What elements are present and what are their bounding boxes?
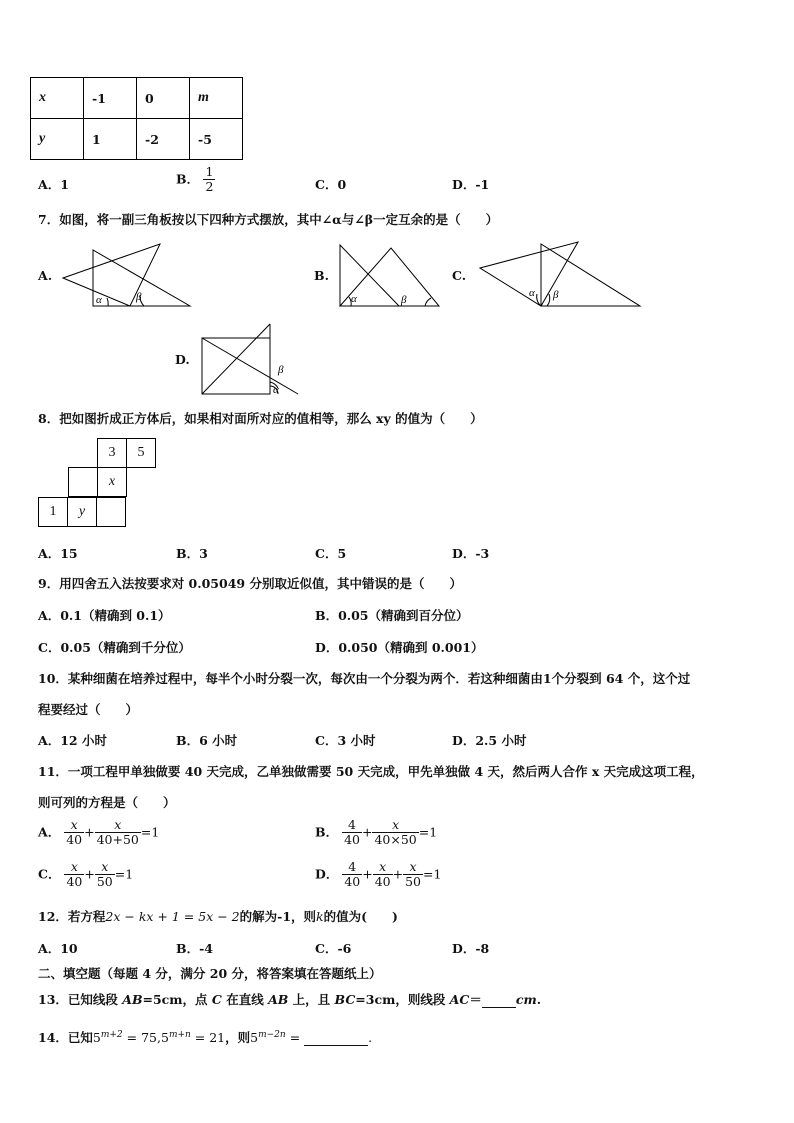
stem-text: ，点 bbox=[182, 992, 212, 1007]
q9-option-a: A．0.1（精确到 0.1） bbox=[38, 608, 171, 623]
power-base: 5 bbox=[250, 1030, 259, 1045]
denominator: 40 bbox=[344, 874, 361, 890]
stem-text: = bbox=[285, 1030, 305, 1045]
point-label: C bbox=[211, 992, 222, 1007]
q8-option-b: B．3 bbox=[176, 546, 208, 561]
xy-table bbox=[30, 77, 243, 160]
option-label: D． bbox=[315, 866, 339, 882]
q8-option-c: C．5 bbox=[315, 546, 347, 561]
q10-option-a: A．12 小时 bbox=[38, 733, 107, 748]
denominator: 40×50 bbox=[374, 832, 417, 848]
exponent: m−2n bbox=[258, 1029, 286, 1040]
q12-option-a: A．10 bbox=[38, 941, 78, 956]
numerator: x bbox=[373, 860, 393, 875]
net-cell bbox=[68, 467, 98, 497]
net-cell bbox=[96, 497, 126, 527]
fraction bbox=[64, 860, 84, 890]
denominator: 40 bbox=[66, 832, 83, 848]
beta-label: β bbox=[553, 289, 559, 301]
option-label: A． bbox=[38, 824, 61, 840]
q11-stem-line2: 则可列的方程是（ ） bbox=[38, 795, 176, 810]
q7-label-d: D. bbox=[175, 352, 190, 367]
fraction bbox=[64, 818, 84, 848]
q14-stem bbox=[38, 1028, 372, 1046]
denominator: 50 bbox=[96, 874, 113, 890]
stem-text: = 75,5 bbox=[122, 1030, 169, 1045]
numerator: x bbox=[64, 818, 84, 833]
q8-option-a: A．15 bbox=[38, 546, 78, 561]
alpha-label: α bbox=[96, 294, 102, 306]
stem-text: 上，且 bbox=[288, 992, 335, 1007]
stem-text: 的值为( ) bbox=[323, 909, 398, 924]
denominator: 40+50 bbox=[96, 832, 139, 848]
alpha-label: α bbox=[351, 293, 357, 305]
plus-sign: + bbox=[392, 866, 404, 882]
fraction bbox=[203, 165, 215, 195]
stem-text: =5cm bbox=[142, 992, 183, 1007]
segment-label: AB bbox=[268, 992, 289, 1007]
table-row bbox=[31, 78, 243, 119]
net-cell: x bbox=[97, 467, 127, 497]
plus-sign: + bbox=[84, 866, 95, 882]
denominator: 40 bbox=[374, 874, 391, 890]
q7-stem: 7．如图，将一副三角板按以下四种方式摆放，其中∠α与∠β一定互余的是（ ） bbox=[38, 212, 499, 227]
denominator: 2 bbox=[205, 179, 214, 195]
option-label: C． bbox=[38, 866, 61, 882]
q6-option-b-prefix: B． bbox=[176, 171, 200, 187]
section-heading: 二、填空题（每题 4 分，满分 20 分，将答案填在答题纸上） bbox=[38, 966, 382, 981]
variable-k: k bbox=[316, 909, 324, 924]
q7-label-a: A. bbox=[38, 268, 53, 283]
numerator: 1 bbox=[205, 164, 214, 179]
equation: 2x − kx + 1 = 5x − 2 bbox=[105, 909, 240, 924]
fraction bbox=[342, 860, 362, 890]
q12-option-b: B．-4 bbox=[176, 941, 213, 956]
stem-text: 12．若方程 bbox=[38, 909, 106, 924]
numerator: x bbox=[372, 818, 418, 833]
q6-option-b bbox=[176, 165, 215, 195]
q12-option-d: D．-8 bbox=[452, 941, 490, 956]
segment-label: AB bbox=[122, 992, 143, 1007]
q12-option-c: C．-6 bbox=[315, 941, 352, 956]
fraction bbox=[403, 860, 423, 890]
stem-text: = 21 bbox=[190, 1030, 226, 1045]
triangle-figure-d bbox=[198, 320, 308, 398]
segment-label: AC bbox=[449, 992, 470, 1007]
option-label: B． bbox=[315, 824, 339, 840]
q11-option-b bbox=[315, 818, 437, 848]
net-cell: 3 bbox=[97, 438, 127, 468]
table-cell: m bbox=[190, 78, 243, 119]
q7-label-b: B. bbox=[314, 268, 329, 283]
exponent: m+n bbox=[168, 1029, 191, 1040]
denominator: 40 bbox=[344, 832, 360, 848]
q11-option-d bbox=[315, 860, 441, 890]
beta-label: β bbox=[401, 294, 407, 306]
numerator: 4 bbox=[342, 818, 362, 833]
q6-option-a: A．1 bbox=[38, 177, 69, 192]
stem-text: =3cm bbox=[355, 992, 396, 1007]
stem-text: 在直线 bbox=[221, 992, 269, 1007]
beta-label: β bbox=[278, 364, 284, 376]
net-cell: 1 bbox=[38, 497, 68, 527]
numerator: x bbox=[64, 860, 84, 875]
q10-option-c: C．3 小时 bbox=[315, 733, 376, 748]
stem-text: . bbox=[368, 1030, 373, 1045]
net-cell: y bbox=[67, 497, 97, 527]
fraction bbox=[372, 818, 418, 848]
table-cell: -2 bbox=[137, 119, 190, 160]
q9-option-b: B．0.05（精确到百分位） bbox=[315, 608, 469, 623]
stem-text: 14．已知 bbox=[38, 1030, 93, 1045]
q11-option-a bbox=[38, 818, 159, 848]
q11-stem-line1: 11．一项工程甲单独做要 40 天完成，乙单独做需要 50 天完成，甲先单独做 4 天，然后两人合作 x 天完成这项工程， bbox=[38, 764, 704, 779]
q6-option-d: D．-1 bbox=[452, 177, 490, 192]
q8-stem: 8．把如图折成正方体后，如果相对面所对应的值相等，那么 xy 的值为（ ） bbox=[38, 411, 483, 426]
stem-text: ＝ bbox=[469, 992, 482, 1007]
q8-option-d: D．-3 bbox=[452, 546, 490, 561]
table-cell: -5 bbox=[190, 119, 243, 160]
answer-blank bbox=[482, 992, 516, 1008]
fraction bbox=[373, 860, 393, 890]
triangle-figure-b bbox=[335, 240, 445, 312]
denominator: 40 bbox=[66, 874, 83, 890]
table-cell: -1 bbox=[84, 78, 137, 119]
table-row bbox=[31, 119, 243, 160]
equals-rhs: =1 bbox=[140, 824, 160, 840]
table-cell: 1 bbox=[84, 119, 137, 160]
unit-label: cm bbox=[515, 992, 537, 1007]
numerator: x bbox=[95, 818, 141, 833]
q9-stem: 9．用四舍五入法按要求对 0.05049 分别取近似值，其中错误的是（ ） bbox=[38, 576, 462, 591]
plus-sign: + bbox=[361, 824, 373, 840]
power-base: 5 bbox=[92, 1030, 101, 1045]
segment-label: BC bbox=[334, 992, 356, 1007]
triangle-figure-a bbox=[60, 240, 200, 312]
q10-stem-line2: 程要经过（ ） bbox=[38, 702, 139, 717]
plus-sign: + bbox=[362, 866, 373, 882]
stem-text: ，则 bbox=[225, 1030, 251, 1045]
stem-text: ，则线段 bbox=[395, 992, 450, 1007]
q13-stem bbox=[38, 990, 541, 1008]
denominator: 50 bbox=[405, 874, 422, 890]
table-cell: 0 bbox=[137, 78, 190, 119]
exponent: m+2 bbox=[100, 1029, 123, 1040]
q10-option-b: B．6 小时 bbox=[176, 733, 238, 748]
q7-label-c: C. bbox=[452, 268, 467, 283]
equals-rhs: =1 bbox=[114, 866, 134, 882]
q6-option-c: C．0 bbox=[315, 177, 347, 192]
fraction bbox=[95, 860, 115, 890]
numerator: 4 bbox=[342, 860, 362, 875]
table-cell: y bbox=[31, 119, 84, 160]
beta-label: β bbox=[136, 291, 142, 303]
triangle-figure-c bbox=[475, 238, 645, 310]
q12-stem bbox=[38, 907, 398, 925]
equals-rhs: =1 bbox=[423, 866, 442, 882]
fraction bbox=[95, 818, 141, 848]
stem-text: 13．已知线段 bbox=[38, 992, 123, 1007]
answer-blank bbox=[304, 1030, 368, 1046]
q11-option-c bbox=[38, 860, 133, 890]
numerator: x bbox=[403, 860, 423, 875]
stem-text: . bbox=[536, 992, 542, 1007]
q9-option-d: D．0.050（精确到 0.001） bbox=[315, 640, 484, 655]
fraction bbox=[342, 818, 362, 848]
plus-sign: + bbox=[84, 824, 95, 840]
equals-rhs: =1 bbox=[418, 824, 438, 840]
alpha-label: α bbox=[273, 384, 279, 396]
numerator: x bbox=[95, 860, 115, 875]
stem-text: 的解为-1，则 bbox=[239, 909, 317, 924]
net-cell: 5 bbox=[126, 438, 156, 468]
q10-stem-line1: 10．某种细菌在培养过程中，每半个小时分裂一次，每次由一个分裂为两个．若这种细菌由1个分裂到 64 个，这个过 bbox=[38, 671, 691, 686]
q10-option-d: D．2.5 小时 bbox=[452, 733, 527, 748]
table-cell: x bbox=[31, 78, 84, 119]
q9-option-c: C．0.05（精确到千分位） bbox=[38, 640, 191, 655]
alpha-label: α bbox=[529, 287, 535, 299]
